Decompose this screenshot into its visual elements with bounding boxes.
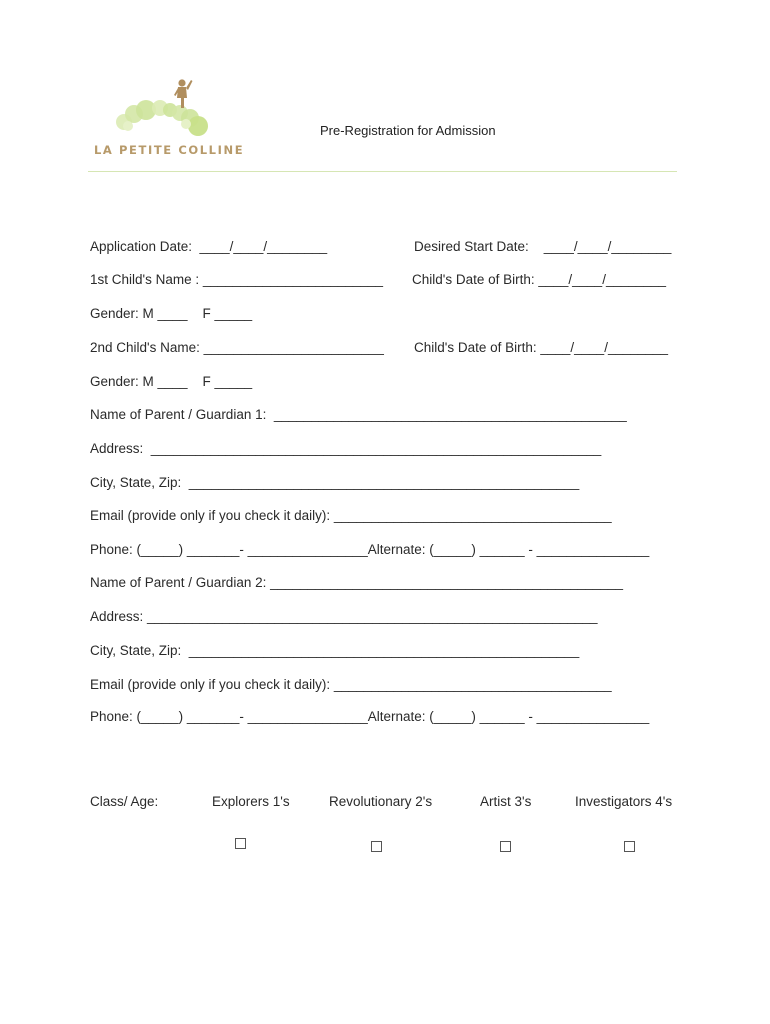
explorers-checkbox[interactable] <box>235 838 246 849</box>
parent2-address-field[interactable]: Address: ____________________________________________________________ <box>90 609 598 624</box>
child1-name-field[interactable]: 1st Child's Name : ________________________ <box>90 272 384 287</box>
class-age-label: Class/ Age: <box>90 794 159 809</box>
application-date-field[interactable]: Application Date: ____/____/________ <box>90 239 328 254</box>
child2-dob-field[interactable]: Child's Date of Birth: ____/____/________ <box>414 340 669 355</box>
class-option-investigators-label: Investigators 4's <box>575 794 673 809</box>
investigators-checkbox[interactable] <box>624 841 635 852</box>
parent2-city-state-zip-field[interactable]: City, State, Zip: ____________________________________________________ <box>90 643 580 658</box>
parent1-city-state-zip-field[interactable]: City, State, Zip: ____________________________________________________ <box>90 475 580 490</box>
parent1-address-field[interactable]: Address: ____________________________________________________________ <box>90 441 602 456</box>
desired-start-date-field[interactable]: Desired Start Date: ____/____/________ <box>414 239 672 254</box>
class-option-explorers-label: Explorers 1's <box>212 794 290 809</box>
child2-name-field[interactable]: 2nd Child's Name: ________________________ <box>90 340 384 355</box>
logo-text: LA PETITE COLLINE <box>94 143 245 157</box>
child1-dob-field[interactable]: Child's Date of Birth: ____/____/________ <box>412 272 667 287</box>
child2-gender-field[interactable]: Gender: M ____ F _____ <box>90 374 253 389</box>
hill-child-logo-icon <box>110 74 230 140</box>
page-title: Pre-Registration for Admission <box>320 123 496 138</box>
parent1-name-field[interactable]: Name of Parent / Guardian 1: _______________________________________________ <box>90 407 627 422</box>
parent2-phone-field[interactable]: Phone: (_____) _______- ________________Alternate: (_____) ______ - _______________ <box>90 709 650 724</box>
parent1-email-field[interactable]: Email (provide only if you check it daily): _____________________________________ <box>90 508 612 523</box>
parent2-email-field[interactable]: Email (provide only if you check it daily): _____________________________________ <box>90 677 612 692</box>
header-divider <box>88 171 677 172</box>
class-option-revolutionary-label: Revolutionary 2's <box>329 794 433 809</box>
child1-gender-field[interactable]: Gender: M ____ F _____ <box>90 306 253 321</box>
artist-checkbox[interactable] <box>500 841 511 852</box>
revolutionary-checkbox[interactable] <box>371 841 382 852</box>
school-logo <box>90 74 245 160</box>
parent1-phone-field[interactable]: Phone: (_____) _______- ________________Alternate: (_____) ______ - _______________ <box>90 542 650 557</box>
class-option-artist-label: Artist 3's <box>480 794 532 809</box>
parent2-name-field[interactable]: Name of Parent / Guardian 2: _______________________________________________ <box>90 575 623 590</box>
